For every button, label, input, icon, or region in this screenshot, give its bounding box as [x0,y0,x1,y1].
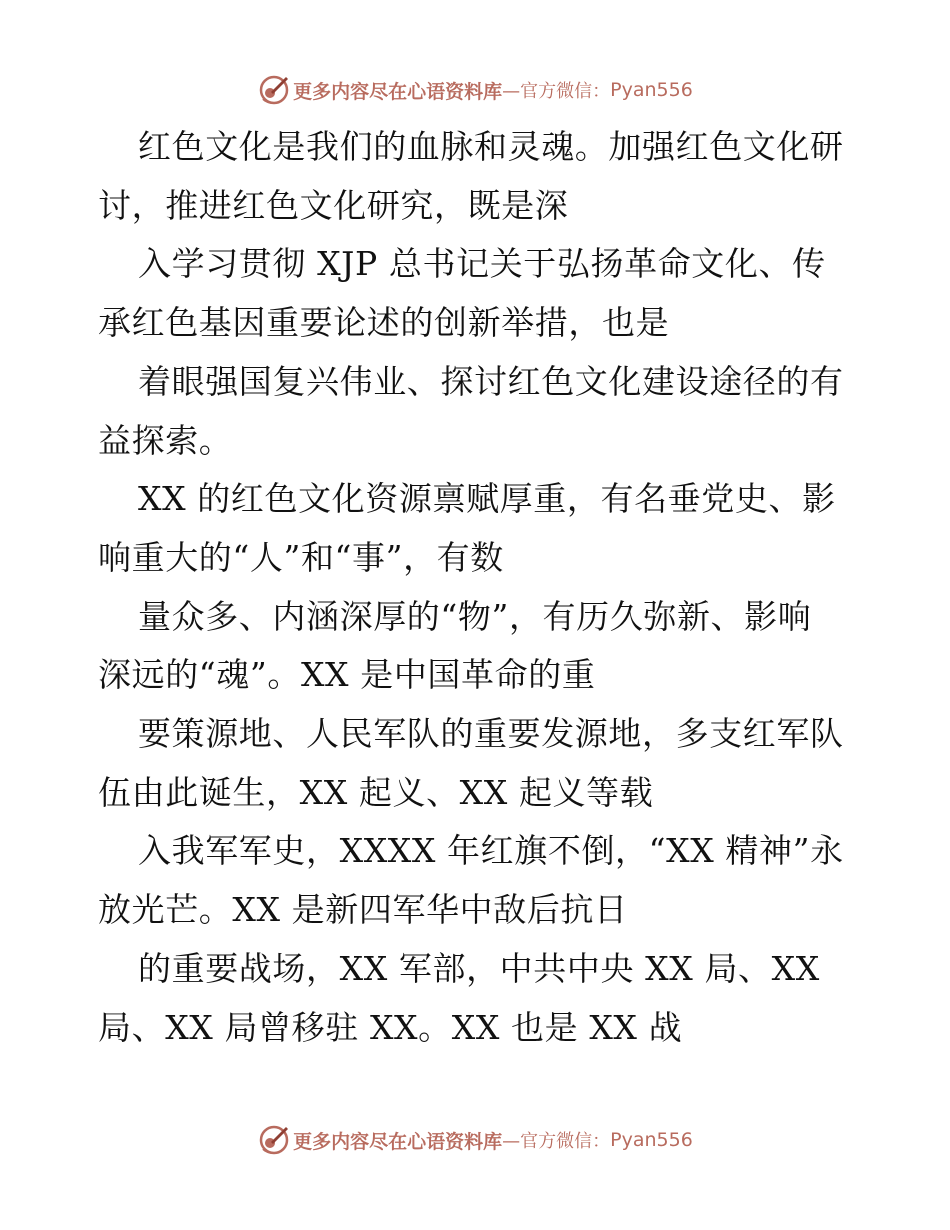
body-line: 伍由此诞生，XX 起义、XX 起义等载 [98,772,654,812]
pen-logo-icon [257,1123,291,1157]
watermark-wechat-id: Pyan556 [610,1129,693,1151]
watermark-separator: —官方微信： [502,1131,611,1152]
body-line: XX 的红色文化资源禀赋厚重，有名垂党史、影 [138,479,836,519]
body-line: 承红色基因重要论述的创新举措，也是 [98,303,670,343]
body-line: 深远的“魂”。XX 是中国革命的重 [98,655,596,695]
body-line: 着眼强国复兴伟业、探讨红色文化建设途径的有 [138,361,844,401]
body-line: 讨，推进红色文化研究，既是深 [98,185,569,225]
footer-watermark [0,1120,950,1160]
body-line: 放光芒。XX 是新四军华中敌后抗日 [98,890,628,930]
body-line: 入学习贯彻 XJP 总书记关于弘扬革命文化、传 [138,244,826,284]
body-line: 量众多、内涵深厚的“物”，有历久弥新、影响 [138,596,812,636]
pen-logo-icon [257,73,291,107]
body-line: 红色文化是我们的血脉和灵魂。加强红色文化研 [138,127,844,166]
body-line: 响重大的“人”和“事”，有数 [98,537,504,577]
body-line: 的重要战场，XX 军部，中共中央 XX 局、XX [138,948,820,988]
header-watermark [0,70,950,110]
watermark-text: 更多内容尽在心语资料库 [293,80,503,103]
document-body [98,118,858,1057]
watermark-wechat-id: Pyan556 [610,79,693,101]
body-line: 要策源地、人民军队的重要发源地，多支红军队 [138,714,844,754]
body-line: 局、XX 局曾移驻 XX。XX 也是 XX 战 [98,1007,683,1047]
watermark-separator: —官方微信： [502,81,611,102]
body-line: 入我军军史，XXXX 年红旗不倒，“XX 精神”永 [138,831,844,871]
watermark-text: 更多内容尽在心语资料库 [293,1130,503,1153]
body-line: 益探索。 [98,420,233,460]
